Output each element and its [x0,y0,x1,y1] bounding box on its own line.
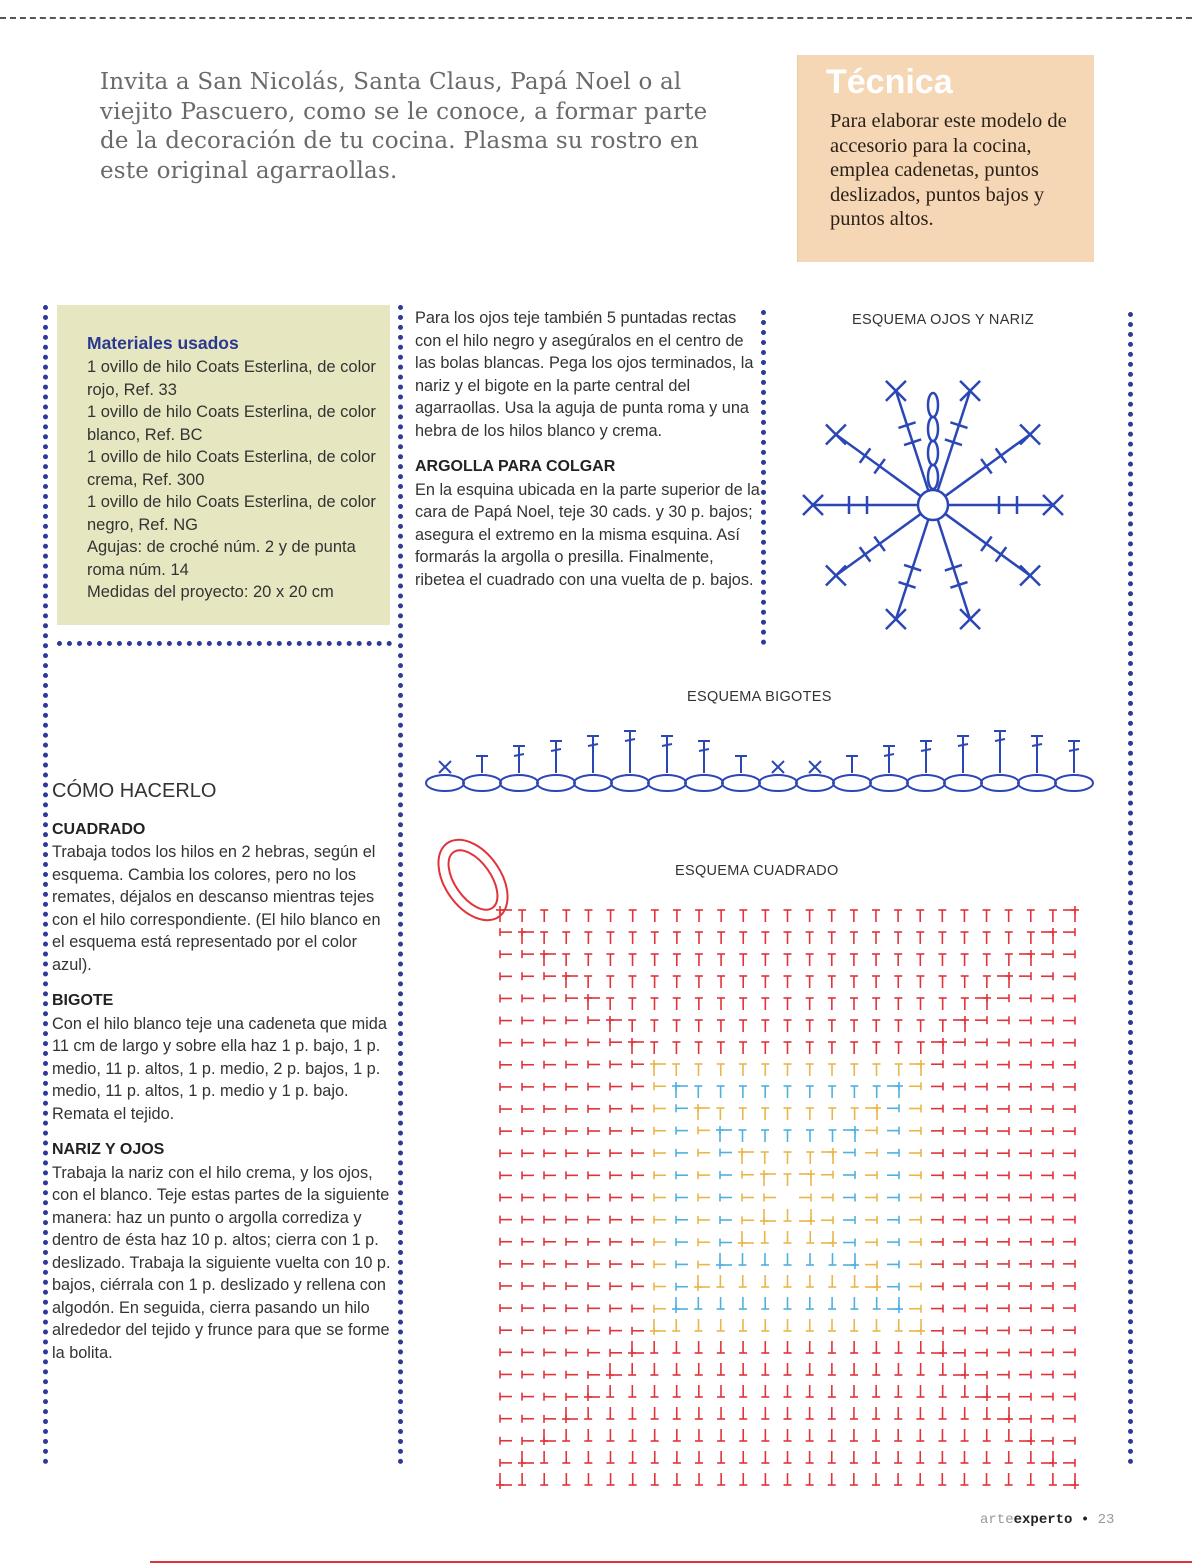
stitch-ring [738,1148,837,1247]
chain-stitch [928,393,938,417]
stitch [439,761,451,773]
dotted-rule [398,305,403,1465]
page-number: 23 [1097,1512,1115,1528]
stitch [661,736,673,773]
chain-stitch [685,775,723,791]
section-text: Trabaja todos los hilos en 2 hebras, según el esquema. Cambia los colores, pero no los remates, déjalos en descanso mientras tejes con el hilo correspondiente. (El hilo blanco en el esquema está representado por el color azul). [52,843,381,974]
stitch-spoke [826,424,921,496]
chain-stitch [611,775,649,791]
chain-stitch [944,775,982,791]
column-2 [415,307,760,605]
stitch [920,741,932,773]
tecnica-body: Para elaborar este modelo de accesorio para la cocina, emplea cadenetas, puntos deslizados, puntos bajos y puntos altos. [830,110,1067,231]
chain-stitch [981,775,1019,791]
chain-stitch [500,775,538,791]
esquema-bigotes-label: ESQUEMA BIGOTES [687,689,832,705]
stitch [772,761,784,773]
stitch [624,731,636,773]
chain-stitch [833,775,871,791]
chain-stitch [870,775,908,791]
chain-stitch [928,417,938,441]
cuadrado-diagram [425,830,1095,1490]
materiales-item: 1 ovillo de hilo Coats Esterlina, de color crema, Ref. 300 [87,448,376,489]
center-ring [918,490,948,520]
stitch [735,756,747,773]
bigotes-diagram [420,715,1110,795]
stitch-ring [496,906,1079,1489]
chain-stitch [907,775,945,791]
esquema-cuadrado-label: ESQUEMA CUADRADO [675,863,839,879]
section-text: Con el hilo blanco teje una cadeneta que mida 11 cm de largo y sobre ella haz 1 p. bajo, 1 p. medio, 11 p. altos, 1 p. medio, 2 p. bajos, 1 p. medio, 11 p. altos, 1 p. medio y 1 p. bajo. Remata el tejido. [52,1014,387,1123]
section-heading: CUADRADO [52,820,146,838]
chain-stitch [463,775,501,791]
chain-stitch [928,465,938,489]
chain-stitch [1018,775,1056,791]
stitch-ring [584,994,991,1401]
brand-bold: experto [1013,1512,1073,1528]
stitch [476,756,488,773]
stitch-ring [760,1170,815,1225]
stitch [883,746,895,773]
tecnica-box [797,55,1094,262]
stitch-spoke [803,495,918,515]
stitch-spoke [826,514,921,586]
chain-stitch [796,775,834,791]
stitch [1068,741,1080,773]
materiales-title: Materiales usados [87,333,239,353]
ojos-nariz-diagram [780,355,1100,655]
hanging-loop [425,830,522,933]
stitch [1031,736,1043,773]
intro-text: Invita a San Nicolás, Santa Claus, Papá Noel o al viejito Pascuero, como se le conoce, a formar parte de la decoración de tu cocina. Plasma su rostro en este original agarraollas. [100,69,708,184]
chain-stitch [648,775,686,791]
bottom-rule [150,1561,1192,1563]
dotted-rule [43,305,48,1465]
stitch [550,741,562,773]
footer: arteexperto • 23 [980,1512,1115,1528]
stitch-ring [562,972,1013,1423]
stitch-spoke [945,514,1040,586]
esquema-ojos-label: ESQUEMA OJOS Y NARIZ [852,312,1034,328]
chain-stitch [722,775,760,791]
dotted-rule [761,310,766,645]
stitch-spoke [945,424,1040,496]
brand-light: arte [980,1512,1014,1528]
stitch-spoke [948,495,1063,515]
stitch [809,761,821,773]
section-heading: BIGOTE [52,992,114,1009]
stitch [587,736,599,773]
stitch [846,756,858,773]
materiales-box [57,305,390,625]
top-dashed-rule [0,17,1192,19]
tecnica-title: Técnica [826,63,953,101]
como-hacerlo [52,780,392,1378]
chain-stitch [928,441,938,465]
stitch-ring [716,1126,859,1269]
section-text: Trabaja la nariz con el hilo crema, y los ojos, con el blanco. Teje estas partes de la siguiente manera: haz un punto o argolla corrediza y dentro de ésta haz 10 p. altos; cierra con 1 p. deslizado. Trabaja la siguiente vuelta con 10 p. bajos, ciérrala con 1 p. deslizado y rellena con algodón. En seguida, cierra pasando un hilo alrededor del tejido y frunce para que se forme la bolita. [52,1163,391,1362]
stitch [513,746,525,773]
argolla-heading: ARGOLLA PARA COLGAR [415,458,616,475]
stitch [994,731,1006,773]
materiales-item: 1 ovillo de hilo Coats Esterlina, de color rojo, Ref. 33 [87,358,376,399]
chain-stitch [426,775,464,791]
argolla-text: En la esquina ubicada en la parte superior de la cara de Papá Noel, teje 30 cads. y 30 p. bajos; asegura el extremo en la misma esquina. Así formarás la argolla o presilla. Finalmente, ribetea el cuadrado con una vuelta de p. bajos. [415,480,760,589]
stitch-ring [650,1060,925,1335]
stitch [957,736,969,773]
dotted-rule [1128,312,1133,1465]
materiales-item: 1 ovillo de hilo Coats Esterlina, de color negro, Ref. NG [87,493,376,534]
ojos-text: Para los ojos teje también 5 puntadas rectas con el hilo negro y asegúralos en el centro de las bolas blancas. Pega los ojos terminados, la nariz y el bigote en la parte central del agarraollas. Usa la aguja de punta roma y una hebra de los hilos blanco y crema. [415,309,754,440]
dotted-rule [57,641,392,646]
como-title: CÓMO HACERLO [52,780,217,802]
chain-stitch [537,775,575,791]
materiales-list [87,356,387,604]
materiales-item: Agujas: de croché núm. 2 y de punta roma núm. 14 [87,538,356,579]
materiales-item: Medidas del proyecto: 20 x 20 cm [87,583,334,601]
chain-stitch [574,775,612,791]
stitch [698,741,710,773]
chain-stitch [759,775,797,791]
section-heading: NARIZ Y OJOS [52,1141,165,1158]
materiales-item: 1 ovillo de hilo Coats Esterlina, de color blanco, Ref. BC [87,403,376,444]
chain-stitch [1055,775,1093,791]
